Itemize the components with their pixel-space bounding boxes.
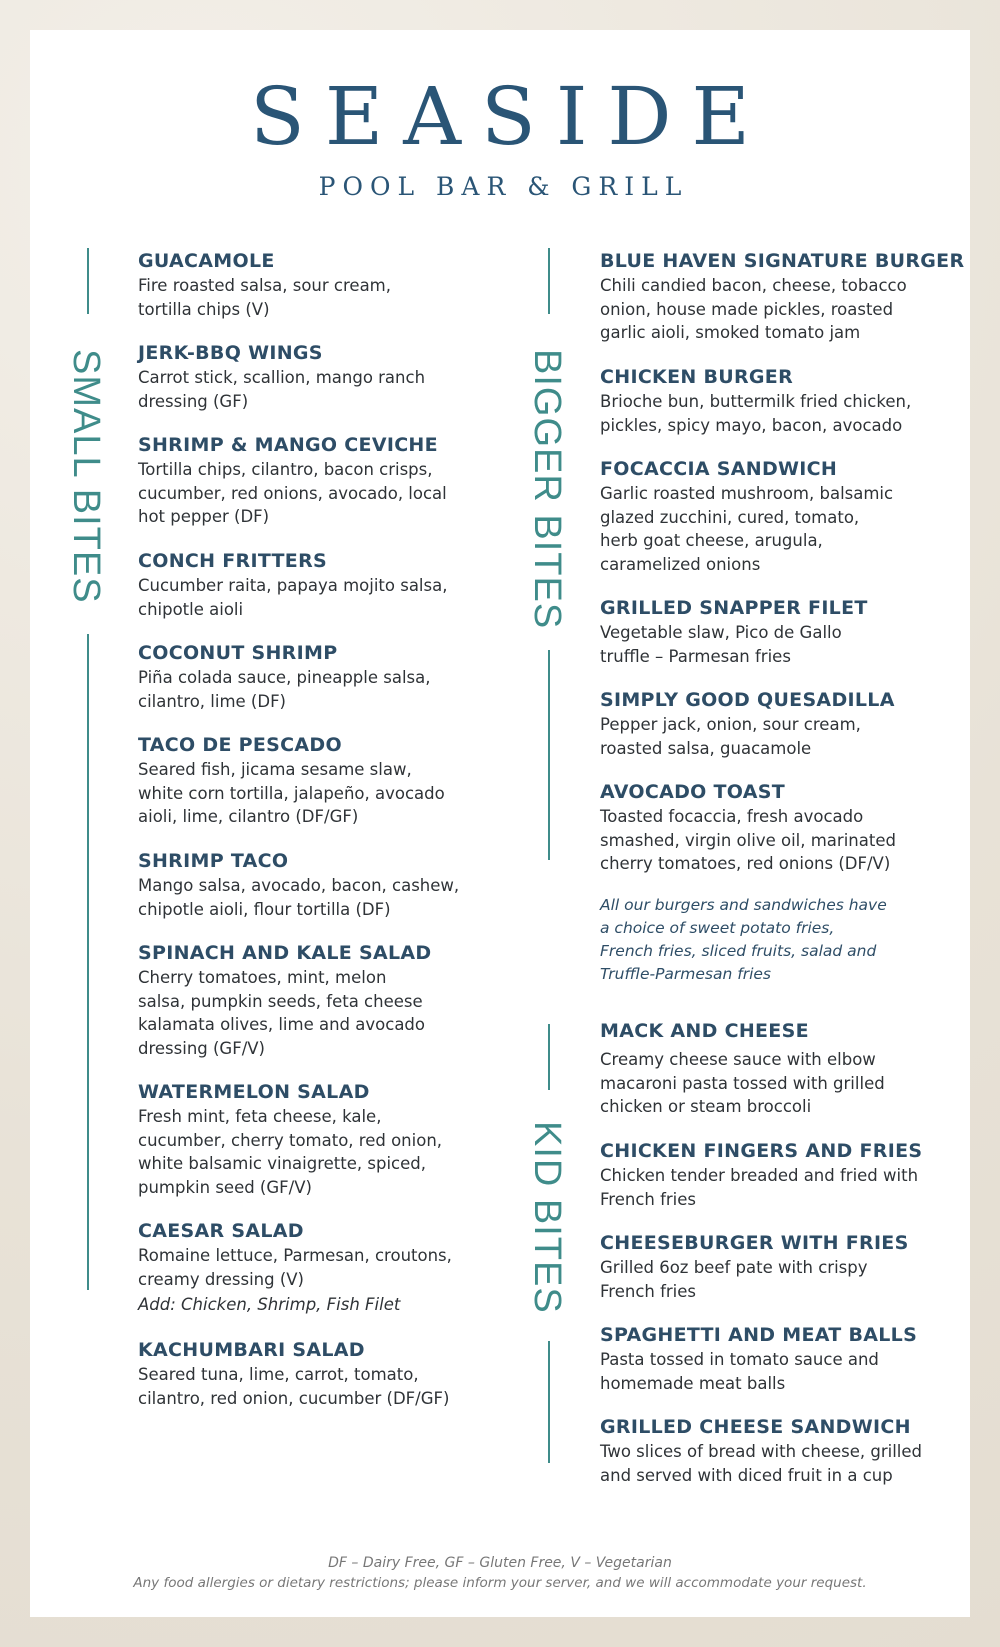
- item-description: Chili candied bacon, cheese, tobacco onion, house made pickles, roasted garlic aioli, smoked tomato jam: [600, 276, 907, 342]
- item-description: Two slices of bread with cheese, grilled and served with diced fruit in a cup: [600, 1442, 922, 1485]
- item-name: BLUE HAVEN SIGNATURE BURGER: [600, 250, 965, 272]
- kid-bites-line-bottom: [548, 1341, 550, 1463]
- item-name: CHICKEN BURGER: [600, 366, 794, 388]
- item-name: SPINACH AND KALE SALAD: [138, 942, 432, 964]
- item-description: Carrot stick, scallion, mango ranch dressing (GF): [138, 368, 426, 411]
- small-bites-line-top: [87, 248, 89, 314]
- item-description: Mango salsa, avocado, bacon, cashew, chipotle aioli, flour tortilla (DF): [138, 876, 460, 919]
- item-description: Pepper jack, onion, sour cream, roasted salsa, guacamole: [600, 715, 861, 758]
- item-name: GRILLED SNAPPER FILET: [600, 597, 868, 619]
- allergy-notice: Any food allergies or dietary restrictions; please inform your server, and we will accommodate your request.: [133, 1575, 867, 1591]
- brand-header: [30, 72, 970, 201]
- menu-item-watermelon-salad: [138, 1080, 442, 1199]
- item-name: JERK-BBQ WINGS: [138, 342, 323, 364]
- item-name: CHICKEN FINGERS AND FRIES: [600, 1140, 923, 1162]
- menu-item-grilled-snapper-filet: [600, 596, 868, 668]
- item-description: Brioche bun, buttermilk fried chicken, pickles, spicy mayo, bacon, avocado: [600, 392, 912, 435]
- menu-item-cheeseburger-fries: [600, 1231, 909, 1303]
- dietary-legend: DF – Dairy Free, GF – Gluten Free, V – Vegetarian: [328, 1555, 672, 1571]
- item-description: Creamy cheese sauce with elbow macaroni pasta tossed with grilled chicken or steam broccoli: [600, 1050, 885, 1116]
- item-description: Piña colada sauce, pineapple salsa, cilantro, lime (DF): [138, 668, 431, 711]
- item-name: SIMPLY GOOD QUESADILLA: [600, 689, 895, 711]
- item-name: COCONUT SHRIMP: [138, 642, 338, 664]
- item-name: CONCH FRITTERS: [138, 550, 327, 572]
- small-bites-line-bottom: [87, 634, 89, 1290]
- bigger-bites-label: BIGGER BITES: [526, 349, 568, 630]
- item-name: CHEESEBURGER WITH FRIES: [600, 1232, 909, 1254]
- kid-bites-label: KID BITES: [526, 1121, 568, 1314]
- item-name: SHRIMP & MANGO CEVICHE: [138, 434, 438, 456]
- menu-item-taco-de-pescado: [138, 733, 445, 829]
- item-name: SHRIMP TACO: [138, 850, 289, 872]
- menu-item-jerk-bbq-wings: [138, 341, 425, 413]
- item-name: WATERMELON SALAD: [138, 1081, 370, 1103]
- small-bites-label: SMALL BITES: [65, 349, 107, 604]
- item-description: Seared fish, jicama sesame slaw, white corn tortilla, jalapeño, avocado aioli, lime, cilantro (DF/GF): [138, 760, 445, 826]
- item-name: CAESAR SALAD: [138, 1220, 304, 1242]
- menu-item-kachumbari-salad: [138, 1338, 449, 1410]
- item-description: Chicken tender breaded and fried with French fries: [600, 1166, 919, 1209]
- item-name: FOCACCIA SANDWICH: [600, 458, 838, 480]
- item-description: Vegetable slaw, Pico de Gallo truffle – Parmesan fries: [600, 623, 842, 666]
- item-description: Cucumber raita, papaya mojito salsa, chipotle aioli: [138, 576, 448, 619]
- menu-item-chicken-burger: [600, 365, 911, 437]
- item-name: MACK AND CHEESE: [600, 1020, 809, 1042]
- bigger-bites-line-top: [548, 248, 550, 314]
- bigger-bites-line-bottom: [548, 650, 550, 860]
- item-description: Seared tuna, lime, carrot, tomato, cilantro, red onion, cucumber (DF/GF): [138, 1365, 450, 1408]
- item-name: GUACAMOLE: [138, 250, 275, 272]
- menu-item-focaccia-sandwich: [600, 457, 893, 576]
- menu-item-mack-and-cheese: [600, 1019, 885, 1119]
- brand-subtitle: POOL BAR & GRILL: [318, 172, 689, 201]
- menu-item-spinach-kale-salad: [138, 941, 431, 1060]
- item-description: Romaine lettuce, Parmesan, croutons, creamy dressing (V): [138, 1246, 452, 1289]
- item-description: Cherry tomatoes, mint, melon salsa, pumpkin seeds, feta cheese kalamata olives, lime and avocado dressing (GF/V): [138, 968, 425, 1058]
- item-description: Tortilla chips, cilantro, bacon crisps, cucumber, red onions, avocado, local hot pepper (DF): [138, 460, 447, 526]
- item-description: Garlic roasted mushroom, balsamic glazed zucchini, cured, tomato, herb goat cheese, arugula, caramelized onions: [600, 484, 894, 574]
- menu-item-grilled-cheese-sandwich: [600, 1415, 922, 1487]
- menu-item-avocado-toast: [600, 780, 896, 876]
- item-name: TACO DE PESCADO: [138, 734, 342, 756]
- item-name: SPAGHETTI AND MEAT BALLS: [600, 1324, 918, 1346]
- kid-bites-line-top: [548, 1024, 550, 1090]
- item-name: GRILLED CHEESE SANDWICH: [600, 1416, 911, 1438]
- item-name: AVOCADO TOAST: [600, 781, 785, 803]
- menu-item-simply-good-quesadilla: [600, 688, 895, 760]
- item-description: Fresh mint, feta cheese, kale, cucumber, cherry tomato, red onion, white balsamic vinaigrette, spiced, pumpkin seed (GF/V): [138, 1107, 443, 1197]
- sides-note: All our burgers and sandwiches have a choice of sweet potato fries, French fries, sliced fruits, salad and Truffle-Parmesan fries: [600, 896, 887, 983]
- menu-item-shrimp-mango-ceviche: [138, 433, 447, 529]
- menu-item-guacamole: [138, 249, 391, 321]
- menu-item-spaghetti-meat-balls: [600, 1323, 917, 1395]
- menu-item-coconut-shrimp: [138, 641, 431, 713]
- menu-item-caesar-salad: [138, 1219, 452, 1317]
- menu-item-conch-fritters: [138, 549, 447, 621]
- item-description: Grilled 6oz beef pate with crispy French fries: [600, 1258, 868, 1301]
- brand-title: SEASIDE: [250, 70, 770, 163]
- menu-item-chicken-fingers: [600, 1139, 922, 1211]
- item-name: KACHUMBARI SALAD: [138, 1339, 365, 1361]
- item-description: Fire roasted salsa, sour cream, tortilla chips (V): [138, 276, 391, 319]
- item-description: Pasta tossed in tomato sauce and homemade meat balls: [600, 1350, 879, 1393]
- menu-item-blue-haven-burger: [600, 249, 964, 345]
- item-add-ons: Add: Chicken, Shrimp, Fish Filet: [138, 1295, 401, 1314]
- item-description: Toasted focaccia, fresh avocado smashed, virgin olive oil, marinated cherry tomatoes, red onions (DF/V): [600, 807, 896, 873]
- menu-item-shrimp-taco: [138, 849, 459, 921]
